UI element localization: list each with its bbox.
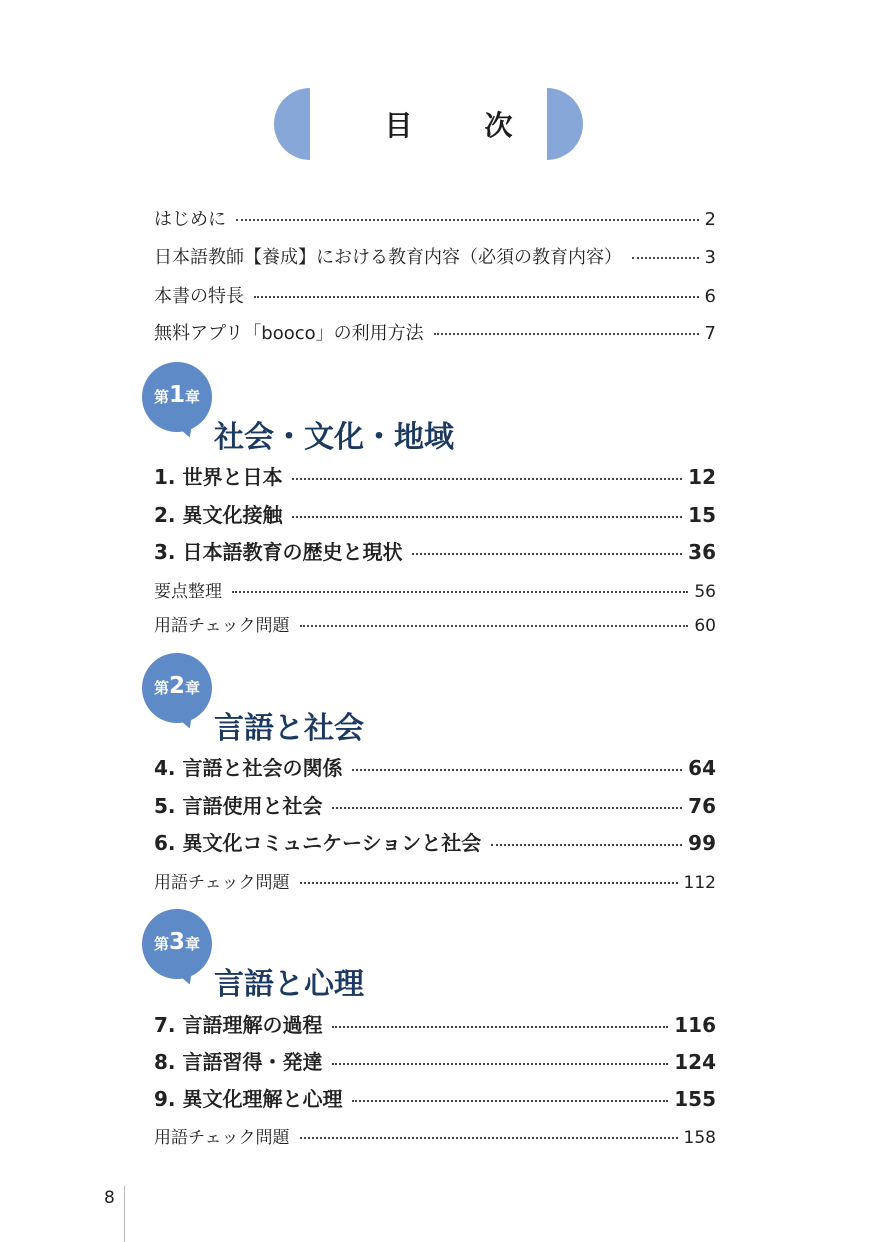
toc-entry-page: 76	[688, 794, 716, 818]
toc-entry[interactable]	[154, 577, 716, 602]
dot-leader	[254, 296, 699, 298]
toc-entry-page: 158	[683, 1128, 716, 1148]
dot-leader	[332, 1063, 668, 1065]
toc-entry[interactable]	[154, 1083, 716, 1112]
toc-entry[interactable]	[154, 536, 716, 565]
toc-entry-label: 用語チェック問題	[154, 873, 290, 893]
toc-entry[interactable]	[154, 243, 716, 269]
dot-leader	[352, 1100, 668, 1102]
toc-entry-label: はじめに	[154, 209, 226, 230]
chapter-3-badge	[142, 909, 212, 979]
toc-entry-label: 1. 世界と日本	[154, 465, 283, 489]
badge-number: 1	[168, 382, 185, 408]
toc-entry-label: 用語チェック問題	[154, 1128, 290, 1148]
chapter-2-badge	[142, 653, 212, 723]
dot-leader	[300, 625, 689, 627]
toc-entry-page: 112	[683, 873, 716, 893]
toc-entry-page: 56	[694, 582, 716, 602]
toc-entry-label: 9. 異文化理解と心理	[154, 1087, 343, 1111]
toc-entry[interactable]	[154, 205, 716, 231]
dot-leader	[491, 844, 682, 846]
toc-entry-label: 本書の特長	[154, 286, 244, 307]
chapter-badge-text	[142, 673, 212, 699]
toc-entry-page: 12	[688, 465, 716, 489]
toc-entry-label: 4. 言語と社会の関係	[154, 756, 343, 780]
toc-entry-label: 3. 日本語教育の歴史と現状	[154, 540, 403, 564]
toc-entry-label: 無料アプリ「booco」の利用方法	[154, 323, 424, 344]
dot-leader	[232, 591, 688, 593]
badge-suffix: 章	[185, 679, 201, 697]
toc-entry-label: 用語チェック問題	[154, 616, 290, 636]
toc-entry[interactable]	[154, 1123, 716, 1148]
page-title: 目 次	[384, 109, 535, 142]
chapter-badge-text	[142, 382, 212, 408]
badge-suffix: 章	[185, 388, 201, 406]
toc-entry-label: 日本語教師【養成】における教育内容（必須の教育内容）	[154, 247, 622, 268]
toc-entry[interactable]	[154, 499, 716, 528]
dot-leader	[434, 333, 699, 335]
toc-title-block	[0, 88, 875, 160]
dot-leader	[300, 882, 678, 884]
toc-entry[interactable]	[154, 282, 716, 308]
toc-entry-page: 7	[704, 323, 716, 344]
toc-entry-page: 99	[688, 831, 716, 855]
toc-entry-page: 3	[704, 247, 716, 268]
badge-prefix: 第	[153, 679, 169, 697]
toc-entry-label: 8. 言語習得・発達	[154, 1050, 323, 1074]
dot-leader	[332, 1026, 668, 1028]
chapter-3-title[interactable]: 言語と心理	[214, 967, 364, 1002]
page-number: 8	[104, 1188, 115, 1208]
dot-leader	[236, 219, 699, 221]
toc-entry[interactable]	[154, 319, 716, 345]
toc-entry-page: 60	[694, 616, 716, 636]
toc-entry[interactable]	[154, 827, 716, 856]
toc-entry[interactable]	[154, 868, 716, 893]
badge-number: 3	[168, 929, 185, 955]
chapter-1-badge	[142, 362, 212, 432]
toc-entry-page: 124	[674, 1050, 716, 1074]
chapter-2-title[interactable]: 言語と社会	[214, 711, 364, 746]
toc-entry-label: 6. 異文化コミュニケーションと社会	[154, 831, 482, 855]
dot-leader	[292, 516, 682, 518]
dot-leader	[632, 257, 699, 259]
dot-leader	[332, 807, 682, 809]
dot-leader	[292, 478, 682, 480]
toc-entry-page: 36	[688, 540, 716, 564]
margin-rule	[124, 1186, 125, 1242]
dot-leader	[412, 553, 682, 555]
dot-leader	[300, 1137, 678, 1139]
toc-entry-page: 64	[688, 756, 716, 780]
badge-number: 2	[168, 673, 185, 699]
badge-prefix: 第	[153, 935, 169, 953]
toc-entry-label: 7. 言語理解の過程	[154, 1013, 323, 1037]
toc-entry[interactable]	[154, 611, 716, 636]
toc-entry-page: 155	[674, 1087, 716, 1111]
badge-suffix: 章	[185, 935, 201, 953]
toc-entry[interactable]	[154, 461, 716, 490]
toc-entry-label: 2. 異文化接触	[154, 503, 283, 527]
toc-entry-page: 116	[674, 1013, 716, 1037]
chapter-1-title[interactable]: 社会・文化・地域	[214, 420, 454, 455]
toc-entry-label: 要点整理	[154, 582, 222, 602]
dot-leader	[352, 769, 682, 771]
toc-entry-label: 5. 言語使用と社会	[154, 794, 323, 818]
toc-entry[interactable]	[154, 752, 716, 781]
badge-prefix: 第	[153, 388, 169, 406]
toc-entry[interactable]	[154, 790, 716, 819]
chapter-badge-text	[142, 929, 212, 955]
toc-entry-page: 6	[704, 286, 716, 307]
toc-entry[interactable]	[154, 1009, 716, 1038]
toc-entry-page: 15	[688, 503, 716, 527]
toc-entry[interactable]	[154, 1046, 716, 1075]
toc-entry-page: 2	[704, 209, 716, 230]
